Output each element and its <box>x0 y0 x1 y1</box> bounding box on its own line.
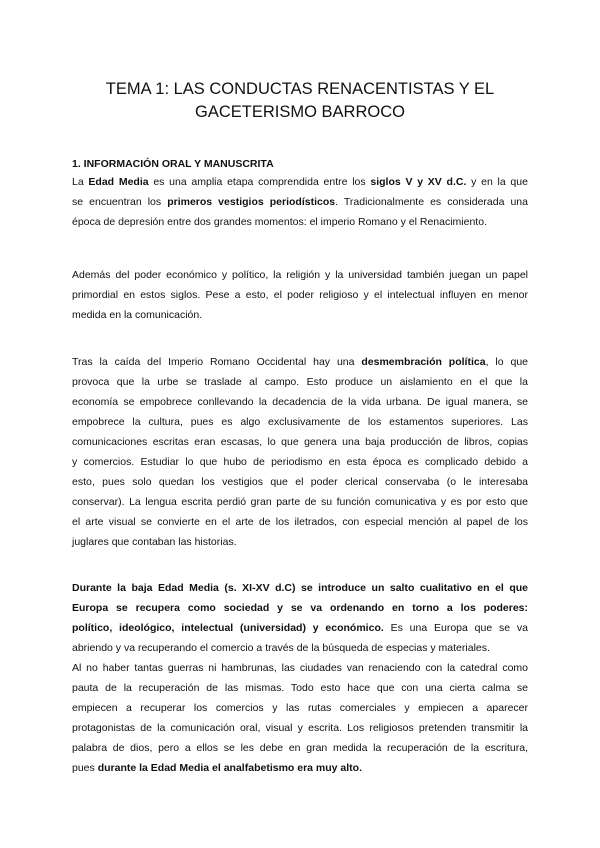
page-title <box>60 78 540 124</box>
paragraph-1: La Edad Media es una amplia etapa comprendida entre los siglos V y XV d.C. y en la que se encuentran los primeros vestigios periodísticos. Tradicionalmente es considerada una época de depresión entre dos grandes momentos: el imperio Romano y el Renacimiento. <box>72 176 528 228</box>
section-heading: 1. INFORMACIÓN ORAL Y MANUSCRITA <box>72 158 274 170</box>
title-line-2: GACETERISMO BARROCO <box>195 103 405 121</box>
paragraph-3: Tras la caída del Imperio Romano Occidental hay una desmembración política, lo que provoca que la urbe se traslade al campo. Esto produce un aislamiento en el que la economía se empobrece conllevando la decadencia de la vida urbana. De igual manera, se empobrece la cultura, pues es algo exclusivamente de los estamentos superiores. Las comunicaciones escritas eran escasas, lo que genera una baja producción de libros, copias y comercios. Estudiar lo que hubo de periodismo en esta época es complicado debido a esto, pues solo quedan los vestigios que el poder clerical conservaba (o le interesaba conservar). La lengua escrita perdió gran parte de su función comunicativa y es por esto que el arte visual se convierte en el arte de los iletrados, con especial mención al papel de los juglares que contaban las historias. <box>72 356 528 548</box>
paragraph-4: Durante la baja Edad Media (s. XI-XV d.C) se introduce un salto cualitativo en el que Europa se recupera como sociedad y se va ordenando en torno a los poderes: político, ideológico, intelectual (universidad) y económico. Es una Europa que se va abriendo y va recuperando el comercio a través de la búsqueda de especias y materiales. Al no haber tantas guerras ni hambrunas, las ciudades van renaciendo con la catedral como pauta de la recuperación de las mismas. Todo esto hace que con una cierta calma se empiecen a recuperar los comercios y las rutas comerciales y empiecen a aparecer protagonistas de la comunicación oral, visual y escrita. Los religiosos pretenden transmitir la palabra de dios, pero a ellos se les debe en gran medida la recuperación de la escritura, pues durante la Edad Media el analfabetismo era muy alto. <box>72 582 528 774</box>
paragraph-2: Además del poder económico y político, la religión y la universidad también juegan un papel primordial en estos siglos. Pese a esto, el poder religioso y el intelectual influyen en menor medida en la comunicación. <box>72 269 528 321</box>
title-line-1: TEMA 1: LAS CONDUCTAS RENACENTISTAS Y EL <box>105 80 495 98</box>
